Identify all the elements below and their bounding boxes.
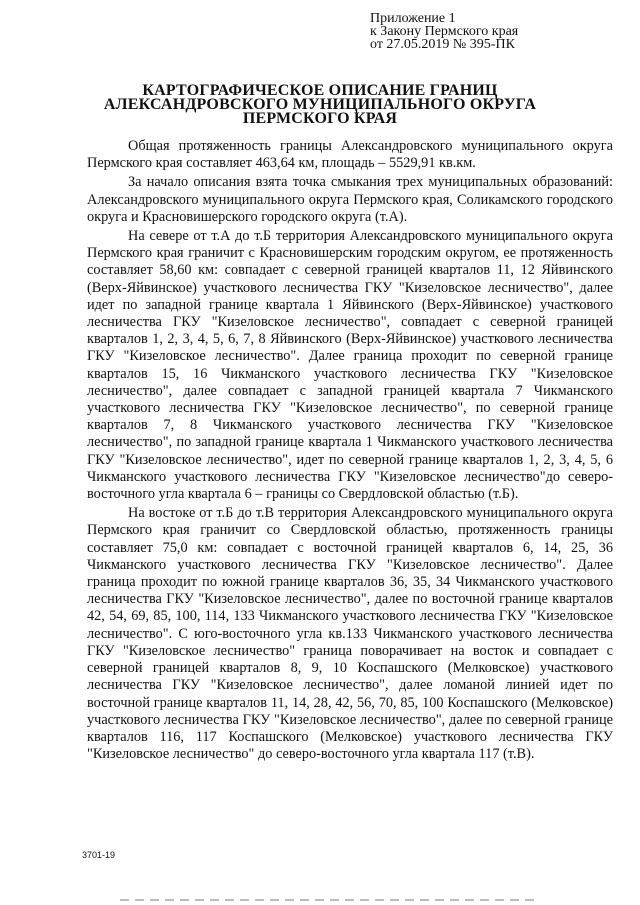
title-line-1: КАРТОГРАФИЧЕСКОЕ ОПИСАНИЕ ГРАНИЦ [142, 82, 498, 99]
paragraph-north-boundary: На севере от т.А до т.Б территория Александровского муниципального округа Пермского края граничит с Красновишерским городским округом, ее протяженность составляет 58,60 км: совпадает с северной границей кварталов 11, 12 Яйвинского (Верх-Яйвинское) участкового лесничества ГКУ "Кизеловское лесничество", далее идет по западной границе квартала 1 Яйвинского (Верх-Яйвинское) участкового лесничества ГКУ "Кизеловское лесничество", совпадает с северной границей кварталов 1, 2, 3, 4, 5, 6, 7, 8 Яйвинского (Верх-Яйвинское) участкового лесничества ГКУ "Кизеловское лесничество". Далее граница проходит по северной границе кварталов 15, 16 Чикманского участкового лесничества ГКУ "Кизеловское лесничество", далее совпадает с западной границей квартала 7 Чикманского участкового лесничества ГКУ "Кизеловское лесничество", по северной границе кварталов 7, 8 Чикманского участкового лесничества ГКУ "Кизеловское лесничество", по западной границе квартала 1 Чикманского участкового лесничества ГКУ "Кизеловское лесничество", идет по северной границе кварталов 1, 2, 3, 4, 5, 6 Чикманского участкового лесничества ГКУ "Кизеловское лесничество"до северо-восточного угла квартала 6 – границы со Свердловской областью (т.Б). [87, 228, 613, 503]
title-line-2: АЛЕКСАНДРОВСКОГО МУНИЦИПАЛЬНОГО ОКРУГА [103, 96, 537, 113]
document-body [87, 138, 613, 765]
document-title [0, 84, 640, 126]
annex-line-1: Приложение 1 [370, 11, 456, 26]
paragraph-total-length: Общая протяженность границы Александровского муниципального округа Пермского края составляет 463,64 км, площадь – 5529,91 кв.км. [87, 138, 613, 172]
paragraph-start-point: За начало описания взята точка смыкания трех муниципальных образований: Александровского муниципального округа Пермского края, Соликамского городского округа и Красновишерского городского округа (т.А). [87, 174, 613, 225]
page-edge-divider [120, 899, 540, 901]
document-code: 3701-19 [82, 850, 116, 860]
annex-header [370, 12, 518, 51]
title-line-3: ПЕРМСКОГО КРАЯ [242, 110, 398, 127]
paragraph-east-boundary: На востоке от т.Б до т.В территория Александровского муниципального округа Пермского края граничит со Свердловской областью, протяженность границы составляет 75,0 км: совпадает с восточной границей кварталов 6, 14, 25, 36 Чикманского участкового лесничества ГКУ "Кизеловское лесничество". Далее граница проходит по южной границе кварталов 36, 35, 34 Чикманского участкового лесничества ГКУ "Кизеловское лесничество", далее по восточной границе кварталов 42, 54, 69, 85, 100, 114, 133 Чикманского участкового лесничества ГКУ "Кизеловское лесничество". С юго-восточного угла кв.133 Чикманского участкового лесничества ГКУ "Кизеловское лесничество" граница поворачивает на восток и совпадает с северной границей кварталов 8, 9, 10 Коспашского (Мелковское) участкового лесничества ГКУ "Кизеловское лесничество", далее ломаной линией идет по восточной границе кварталов 11, 14, 28, 42, 56, 70, 85, 100 Коспашского (Мелковское) участкового лесничества ГКУ "Кизеловское лесничество", далее по северной границе кварталов 116, 117 Коспашского (Мелковское) участкового лесничества ГКУ "Кизеловское лесничество" до северо-восточного угла квартала 117 (т.В). [87, 505, 613, 763]
annex-line-3: от 27.05.2019 № 395-ПК [370, 37, 515, 52]
annex-line-2: к Закону Пермского края [370, 24, 519, 39]
